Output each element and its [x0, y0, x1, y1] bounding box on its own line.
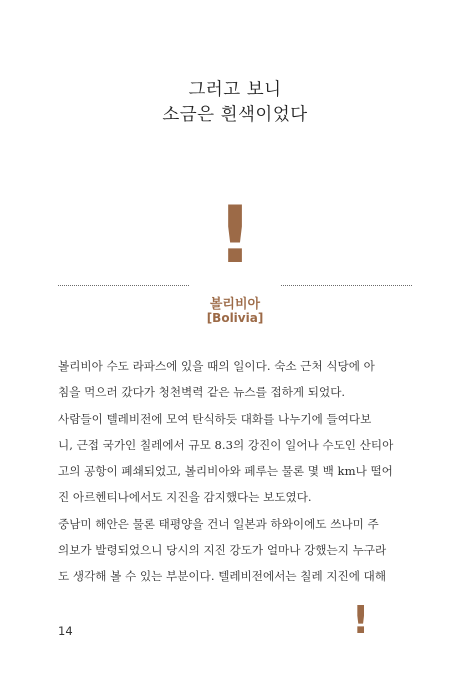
body-line: 침을 먹으러 갔다가 청천벽력 같은 뉴스를 접하게 되었다. — [58, 385, 346, 400]
page-number: 14 — [58, 624, 73, 638]
body-text — [58, 353, 412, 590]
region-name: 볼리비아 — [209, 297, 261, 312]
body-line: 진 아르헨티나에서도 지진을 감지했다는 보도였다. — [58, 490, 312, 505]
chapter-title-line-1: 그러고 보니 — [188, 80, 282, 100]
body-line: 중남미 해안은 물론 태평양을 건너 일본과 하와이에도 쓰나미 주 — [58, 516, 379, 531]
body-line: 의보가 발령되었으니 당시의 지진 강도가 얼마나 강했는지 누구라 — [58, 543, 387, 558]
divider-rule-left — [58, 285, 189, 286]
region-english-name: [Bolivia] — [206, 311, 264, 325]
divider-rule-right — [281, 285, 412, 286]
body-line: 볼리비아 수도 라파스에 있을 때의 일이다. 숙소 근처 식당에 아 — [58, 359, 375, 373]
corner-exclamation-icon: ! — [352, 598, 370, 642]
exclamation-icon: ! — [217, 191, 253, 281]
body-line: 도 생각해 볼 수 있는 부분이다. 텔레비전에서는 칠레 지진에 대해 — [58, 569, 387, 584]
chapter-title-line-2: 소금은 흰색이었다 — [162, 105, 308, 125]
body-line: 사람들이 텔레비전에 모여 탄식하듯 대화를 나누기에 들여다보 — [58, 411, 372, 426]
body-line: 니, 근접 국가인 칠레에서 규모 8.3의 강진이 일어나 수도인 산티아 — [58, 437, 394, 452]
body-line: 고의 공항이 폐쇄되었고, 볼리비아와 페루는 물론 몇 백 km나 떨어 — [58, 464, 393, 479]
